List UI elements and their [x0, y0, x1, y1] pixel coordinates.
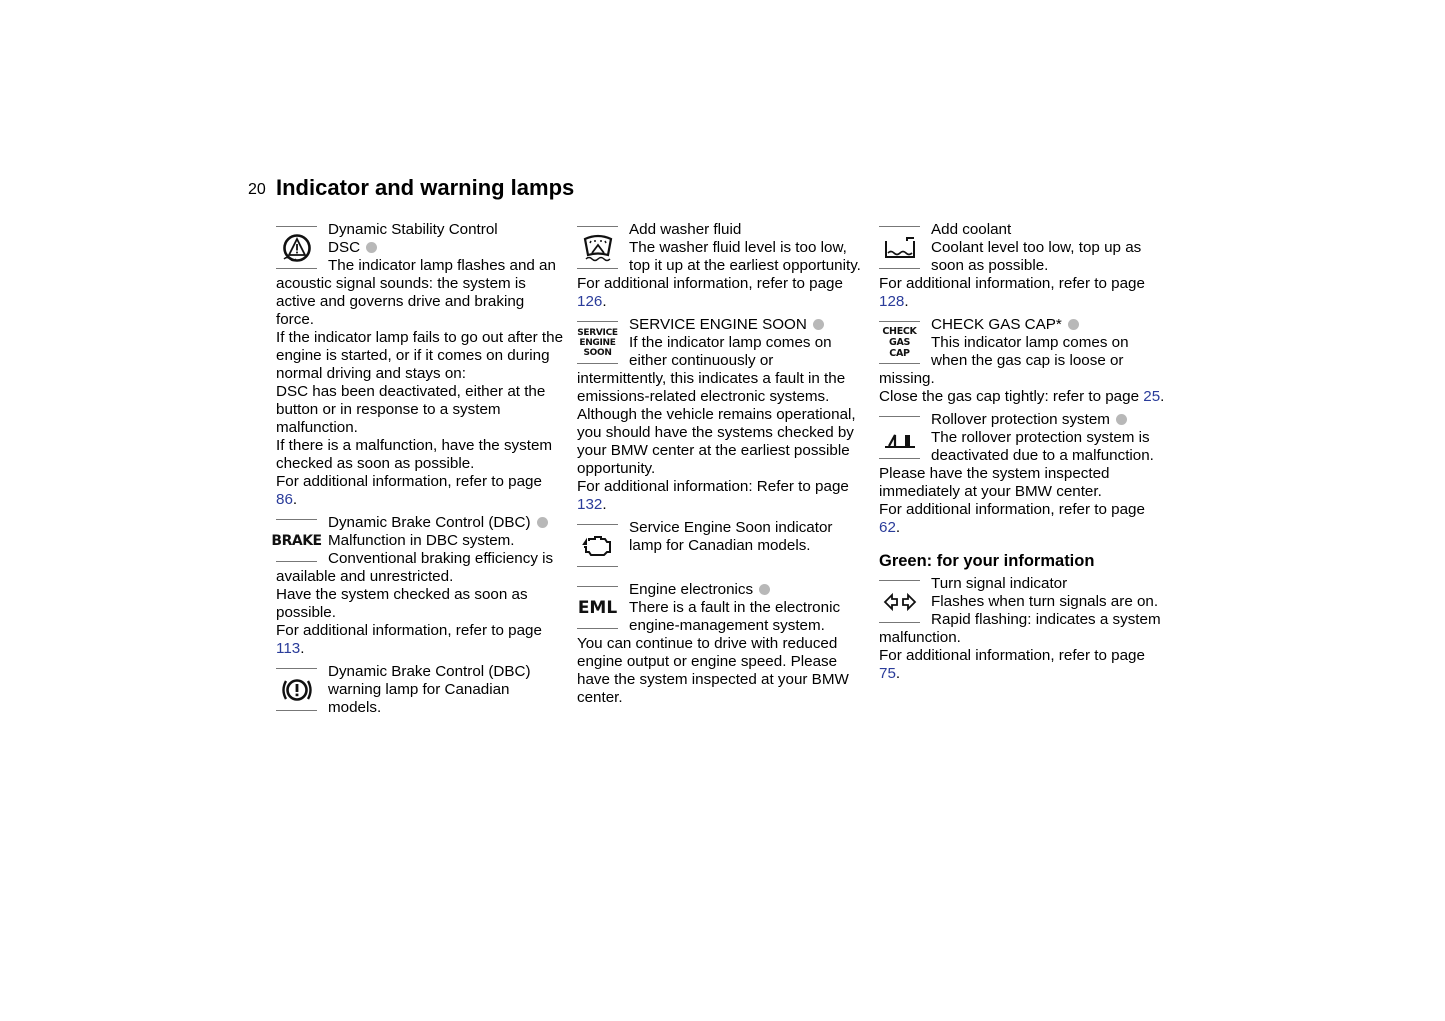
dbc-title: Dynamic Brake Control (DBC) [328, 514, 531, 531]
eml-title: Engine electronics [629, 581, 754, 598]
page-number: 20 [248, 181, 266, 198]
dbc-text-1: Malfunction in DBC system. [328, 532, 515, 549]
dbc-ref-text: For additional information, refer to page [276, 622, 542, 639]
dsc-text-4: If there is a malfunction, have the system checked as soon as possible. [276, 437, 553, 472]
washer-fluid-icon [577, 226, 618, 269]
rollover-page-link[interactable]: 62 [879, 519, 896, 536]
ses-ref-text: For additional information: Refer to page [577, 478, 849, 495]
coolant-icon [879, 226, 920, 269]
rollover-ref-text: For additional information, refer to page [879, 501, 1145, 518]
dbc-text-2: Conventional braking efficiency is available and unrestricted. [276, 550, 554, 585]
dsc-title-2: DSC [328, 239, 361, 256]
entry-dsc: Dynamic Stability Control DSC The indicator lamp flashes and an acoustic signal sounds: the system is active and governs drive and braking force. If the indicator lamp fails to go out after the engine is started, or if it comes on during normal driving and stays on: DSC has been deactivated, either at the button or in response to a system malfunction. If there is a malfunction, have the system checked as soon as possible. For additional information, refer to page 86. [276, 221, 564, 508]
green-section-heading: Green: for your information [879, 552, 1095, 570]
entry-ses-canada [577, 519, 865, 567]
indicator-dot-icon [537, 517, 548, 528]
indicator-dot-icon [1068, 319, 1079, 330]
dsc-text-3: DSC has been deactivated, either at the button or in response to a system malfunction. [276, 383, 546, 436]
dsc-page-link[interactable]: 86 [276, 491, 293, 508]
dbc-text-3: Have the system checked as soon as possible. [276, 586, 528, 621]
entry-rollover-protection: Rollover protection system The rollover protection system is deactivated due to a malfunction. Please have the system inspected immediately at your BMW center. For additional information, refer to page 62. [879, 411, 1167, 537]
indicator-dot-icon [1116, 414, 1127, 425]
eml-text-1: There is a fault in the electronic engine-management system. [629, 599, 841, 634]
ses-title: SERVICE ENGINE SOON [629, 316, 807, 333]
engine-icon [577, 524, 618, 567]
turn-page-link[interactable]: 75 [879, 665, 896, 682]
dsc-ref-text: For additional information, refer to page [276, 473, 542, 490]
eml-icon-text: EML [577, 597, 618, 618]
entry-washer-fluid: Add washer fluid The washer fluid level is too low, top it up at the earliest opportunity. For additional information, refer to page 126. [577, 221, 865, 311]
ses-text-1: If the indicator lamp comes on either continuously or intermittently, this indicates a fault in the emissions-related electronic systems. [577, 334, 846, 405]
dsc-text-1: The indicator lamp flashes and an acoustic signal sounds: the system is active and governs drive and braking force. [276, 257, 556, 328]
washer-text: The washer fluid level is too low, top it up at the earliest opportunity. [629, 239, 861, 274]
rollover-protection-icon [879, 416, 920, 459]
gascap-page-link[interactable]: 25 [1143, 388, 1161, 405]
coolant-page-link[interactable]: 128 [879, 293, 905, 310]
ses-icon-line-3: SOON [583, 347, 612, 358]
eml-text-icon [577, 586, 618, 629]
indicator-dot-icon [759, 584, 770, 595]
washer-title: Add washer fluid [629, 221, 742, 238]
column-3 [879, 221, 1167, 688]
brake-text-icon [271, 519, 322, 562]
ses-canada-text: Service Engine Soon indicator lamp for Canadian models. [629, 519, 833, 554]
check-gas-cap-text-icon [879, 321, 920, 364]
ses-text-2: Although the vehicle remains operational, you should have the systems checked by your BMW center at the earliest possible opportunity. [577, 406, 856, 477]
ses-icon-line-2: ENGINE [579, 337, 616, 348]
entry-add-coolant: Add coolant Coolant level too low, top up as soon as possible. For additional information, refer to page 128. [879, 221, 1167, 311]
entry-dbc: BRAKE Dynamic Brake Control (DBC) Malfunction in DBC system. Conventional braking efficiency is available and unrestricted. Have the system checked as soon as possible. For additional information, refer to page 113. [276, 514, 564, 658]
coolant-ref-text: For additional information, refer to page [879, 275, 1145, 292]
entry-turn-signal: Turn signal indicator Flashes when turn signals are on. Rapid flashing: indicates a system malfunction. For additional information, refer to page 75. [879, 575, 1167, 683]
entry-check-gas-cap: CHECK GAS CAP CHECK GAS CAP* This indicator lamp comes on when the gas cap is loose or missing. Close the gas cap tightly: refer to page 25. [879, 316, 1167, 406]
page-title: Indicator and warning lamps [276, 175, 575, 200]
dsc-title: Dynamic Stability Control [328, 221, 498, 238]
dsc-text-2: If the indicator lamp fails to go out after the engine is started, or if it comes on during normal driving and stays on: [276, 329, 564, 382]
coolant-text: Coolant level too low, top up as soon as possible. [931, 239, 1142, 274]
ses-page-link[interactable]: 132 [577, 496, 603, 513]
rollover-title: Rollover protection system [931, 411, 1110, 428]
turn-signal-arrows-icon [879, 580, 920, 623]
gascap-icon-line-2: GAS CAP [888, 337, 911, 359]
entry-dbc-canada [276, 663, 564, 717]
entry-engine-electronics [577, 581, 865, 707]
brake-icon-text: BRAKE [271, 532, 322, 549]
service-engine-soon-text-icon [577, 321, 618, 364]
gascap-icon-line-1: CHECK [882, 326, 917, 337]
column-2 [577, 221, 865, 712]
brake-warning-circle-icon [276, 668, 317, 711]
gascap-text: This indicator lamp comes on when the gas cap is loose or missing. [879, 334, 1129, 387]
entry-service-engine-soon: SERVICE ENGINE SOON SERVICE ENGINE SOON If the indicator lamp comes on either continuously or intermittently, this indicates a fault in the emissions-related electronic systems. Although the vehicle remains operational, you should have the systems checked by your BMW center at the earliest possible opportunity. For additional information: Refer to page 132. [577, 316, 865, 514]
dbc-canada-text: Dynamic Brake Control (DBC) warning lamp for Canadian models. [328, 663, 531, 716]
washer-ref-text: For additional information, refer to page [577, 275, 843, 292]
dsc-warning-triangle-icon [276, 226, 317, 269]
column-1 [271, 221, 564, 722]
dbc-page-link[interactable]: 113 [276, 640, 301, 657]
ses-icon-line-1: SERVICE [577, 327, 618, 338]
gascap-title: CHECK GAS CAP* [931, 316, 1062, 333]
coolant-title: Add coolant [931, 221, 1012, 238]
gascap-ref-text: Close the gas cap tightly: refer to page [879, 388, 1140, 405]
indicator-dot-icon [366, 242, 377, 253]
indicator-dot-icon [813, 319, 824, 330]
washer-page-link[interactable]: 126 [577, 293, 603, 310]
eml-text-2: You can continue to drive with reduced engine output or engine speed. Please have the system inspected at your BMW center. [577, 635, 849, 706]
turn-title: Turn signal indicator [931, 575, 1068, 592]
turn-text: Flashes when turn signals are on. Rapid flashing: indicates a system malfunction. [879, 593, 1161, 646]
rollover-text: The rollover protection system is deactivated due to a malfunction. Please have the system inspected immediately at your BMW center. [879, 429, 1154, 500]
turn-ref-text: For additional information, refer to page [879, 647, 1145, 664]
